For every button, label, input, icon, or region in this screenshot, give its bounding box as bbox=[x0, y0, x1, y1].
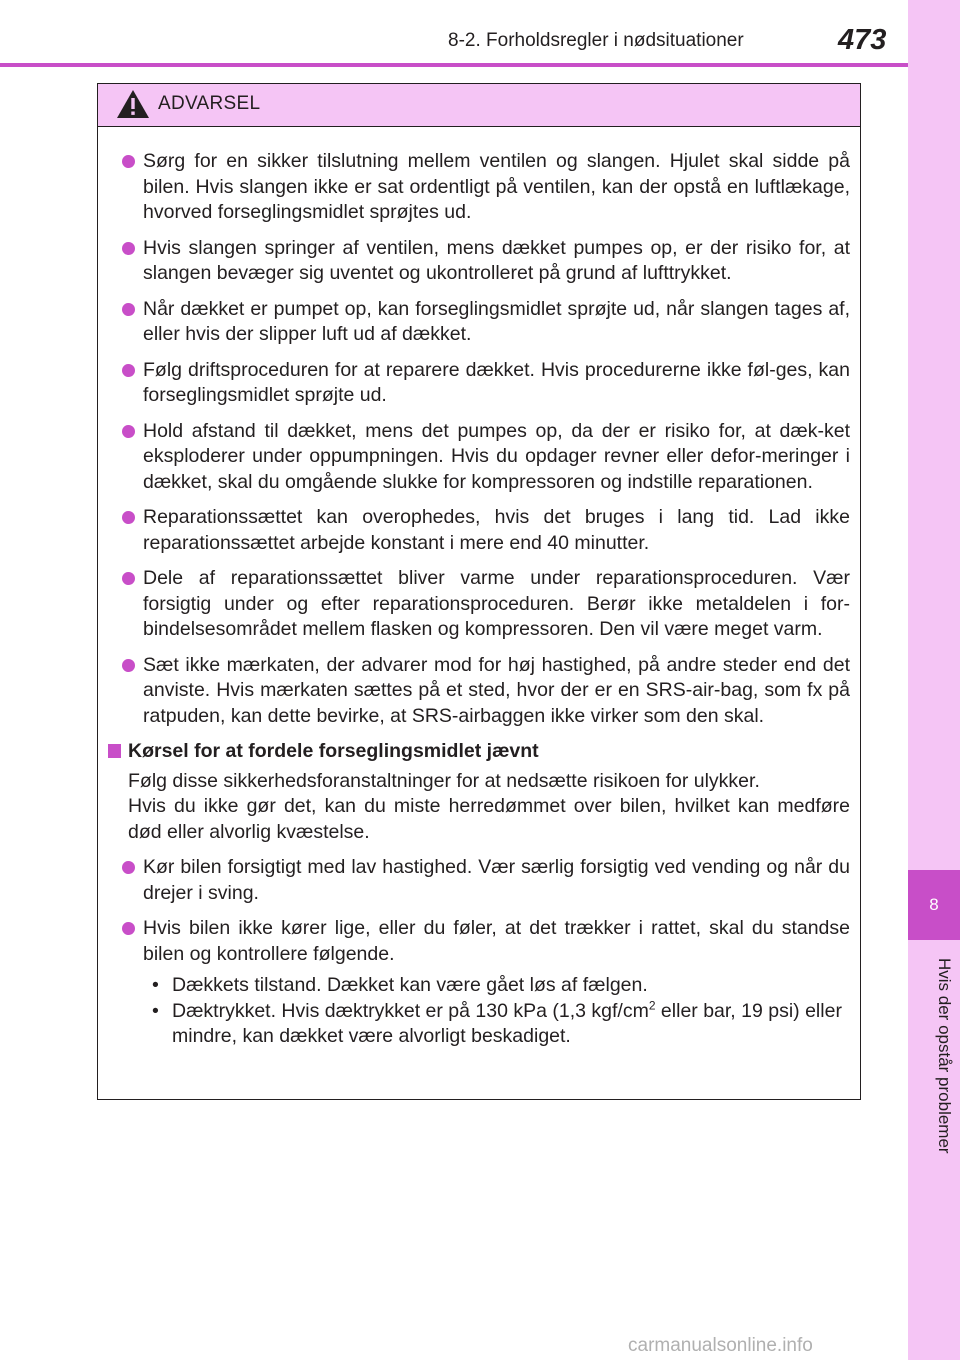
driving-item-text: Kør bilen forsigtigt med lav hastighed. Vær særlig forsigtig ved vending og når du drejer i sving. bbox=[143, 856, 850, 904]
warning-item-text: Sørg for en sikker tilslutning mellem ventilen og slangen. Hjulet skal sidde på bilen. Hvis slangen ikke er sat ordentligt på ventilen, kan der opstå en luftlækage, hvorved forseglingsmidlet sprøjtes ud. bbox=[143, 150, 850, 223]
warning-item-text: Dele af reparationssættet bliver varme under reparationsproceduren. Vær forsigtig under og efter reparationsproceduren. Berør ikke metaldelen i for-bindelsesområdet mellem flasken og kompressoren. Den vil være meget varm. bbox=[143, 567, 850, 640]
page-number: 473 bbox=[838, 24, 887, 56]
chapter-number: 8 bbox=[908, 870, 960, 940]
small-bullet-icon: • bbox=[152, 974, 159, 996]
warning-item-text: Følg driftsproceduren for at reparere dækket. Hvis procedurerne ikke føl-ges, kan forseglingsmidlet sprøjte ud. bbox=[143, 358, 850, 406]
warning-item-text: Hvis slangen springer af ventilen, mens dækket pumpes op, er der risiko for, at slangen bevæger sig uventet og ukontrolleret på grund af lufttrykket. bbox=[143, 236, 850, 284]
warning-item bbox=[108, 236, 850, 287]
warning-title: ADVARSEL bbox=[158, 93, 261, 114]
warning-item bbox=[108, 297, 850, 348]
warning-item-text: Reparationssættet kan overophedes, hvis det bruges i lang tid. Lad ikke reparationssættet arbejde konstant i mere end 40 minutter. bbox=[143, 506, 850, 554]
warning-box bbox=[97, 83, 861, 1100]
warning-item bbox=[108, 653, 850, 730]
bullet-dot-icon bbox=[122, 511, 135, 524]
bullet-dot-icon bbox=[122, 425, 135, 438]
check-item-text: Dæktrykket. Hvis dæktrykket er på 130 kPa (1,3 kgf/cm bbox=[172, 999, 649, 1022]
square-marker-icon bbox=[108, 744, 121, 758]
check-item-text: Dækkets tilstand. Dækket kan være gået løs af fælgen. bbox=[172, 974, 648, 996]
bullet-dot-icon bbox=[122, 303, 135, 316]
section-intro: Hvis du ikke gør det, kan du miste herredømmet over bilen, hvilket kan medføre død eller alvorlig kvæstelse. bbox=[128, 795, 850, 843]
watermark: carmanualsonline.info bbox=[628, 1335, 813, 1356]
warning-header bbox=[98, 84, 860, 127]
bullet-dot-icon bbox=[122, 364, 135, 377]
bullet-dot-icon bbox=[122, 572, 135, 585]
section-intro: Følg disse sikkerhedsforanstaltninger for at nedsætte risikoen for ulykker. bbox=[128, 769, 760, 792]
driving-item bbox=[108, 916, 850, 967]
bullet-dot-icon bbox=[122, 155, 135, 168]
warning-triangle-icon bbox=[116, 89, 150, 119]
warning-item bbox=[108, 149, 850, 226]
check-item bbox=[152, 998, 850, 1050]
superscript: 2 bbox=[648, 998, 656, 1012]
chapter-label: Hvis der opstår problemer bbox=[935, 958, 954, 1154]
warning-body bbox=[98, 127, 860, 1050]
section-title: 8-2. Forholdsregler i nødsituationer bbox=[448, 30, 744, 51]
warning-item-text: Hold afstand til dækket, mens det pumpes op, da der er risiko for, at dæk-ket eksploderer under oppumpningen. Hvis du opdager revner eller defor-meringer i dækket, skal du omgående slukke for kompressoren og indstille reparationen. bbox=[143, 419, 850, 493]
section-heading-text: Kørsel for at fordele forseglingsmidlet jævnt bbox=[128, 740, 539, 762]
check-list bbox=[108, 973, 850, 1050]
driving-item-text: Hvis bilen ikke kører lige, eller du føler, at det trækker i rattet, skal du standse bilen og kontrollere følgende. bbox=[143, 917, 850, 965]
driving-item bbox=[108, 855, 850, 906]
warning-item-text: Når dækket er pumpet op, kan forseglingsmidlet sprøjte ud, når slangen tages af, eller hvis der slipper luft ud af dækket. bbox=[143, 297, 850, 345]
check-item bbox=[152, 973, 850, 999]
small-bullet-icon: • bbox=[152, 999, 159, 1022]
warning-item bbox=[108, 505, 850, 556]
warning-item bbox=[108, 358, 850, 409]
section-heading bbox=[108, 739, 850, 765]
warning-item bbox=[108, 419, 850, 496]
warning-item-text: Sæt ikke mærkaten, der advarer mod for høj hastighed, på andre steder end det anviste. Hvis mærkaten sættes på et sted, hvor der er en SRS-air-bag, som fx på ratpuden, kan dette bevirke, at SRS-airbaggen ikke virker som den skal. bbox=[143, 653, 850, 727]
bullet-dot-icon bbox=[122, 922, 135, 935]
warning-item bbox=[108, 566, 850, 643]
bullet-dot-icon bbox=[122, 861, 135, 874]
check-item-text-cont: eller bar, 19 psi) eller mindre, kan dækket være alvorligt beskadiget. bbox=[172, 999, 842, 1047]
bullet-dot-icon bbox=[122, 659, 135, 672]
bullet-dot-icon bbox=[122, 242, 135, 255]
header-rule bbox=[0, 63, 908, 67]
